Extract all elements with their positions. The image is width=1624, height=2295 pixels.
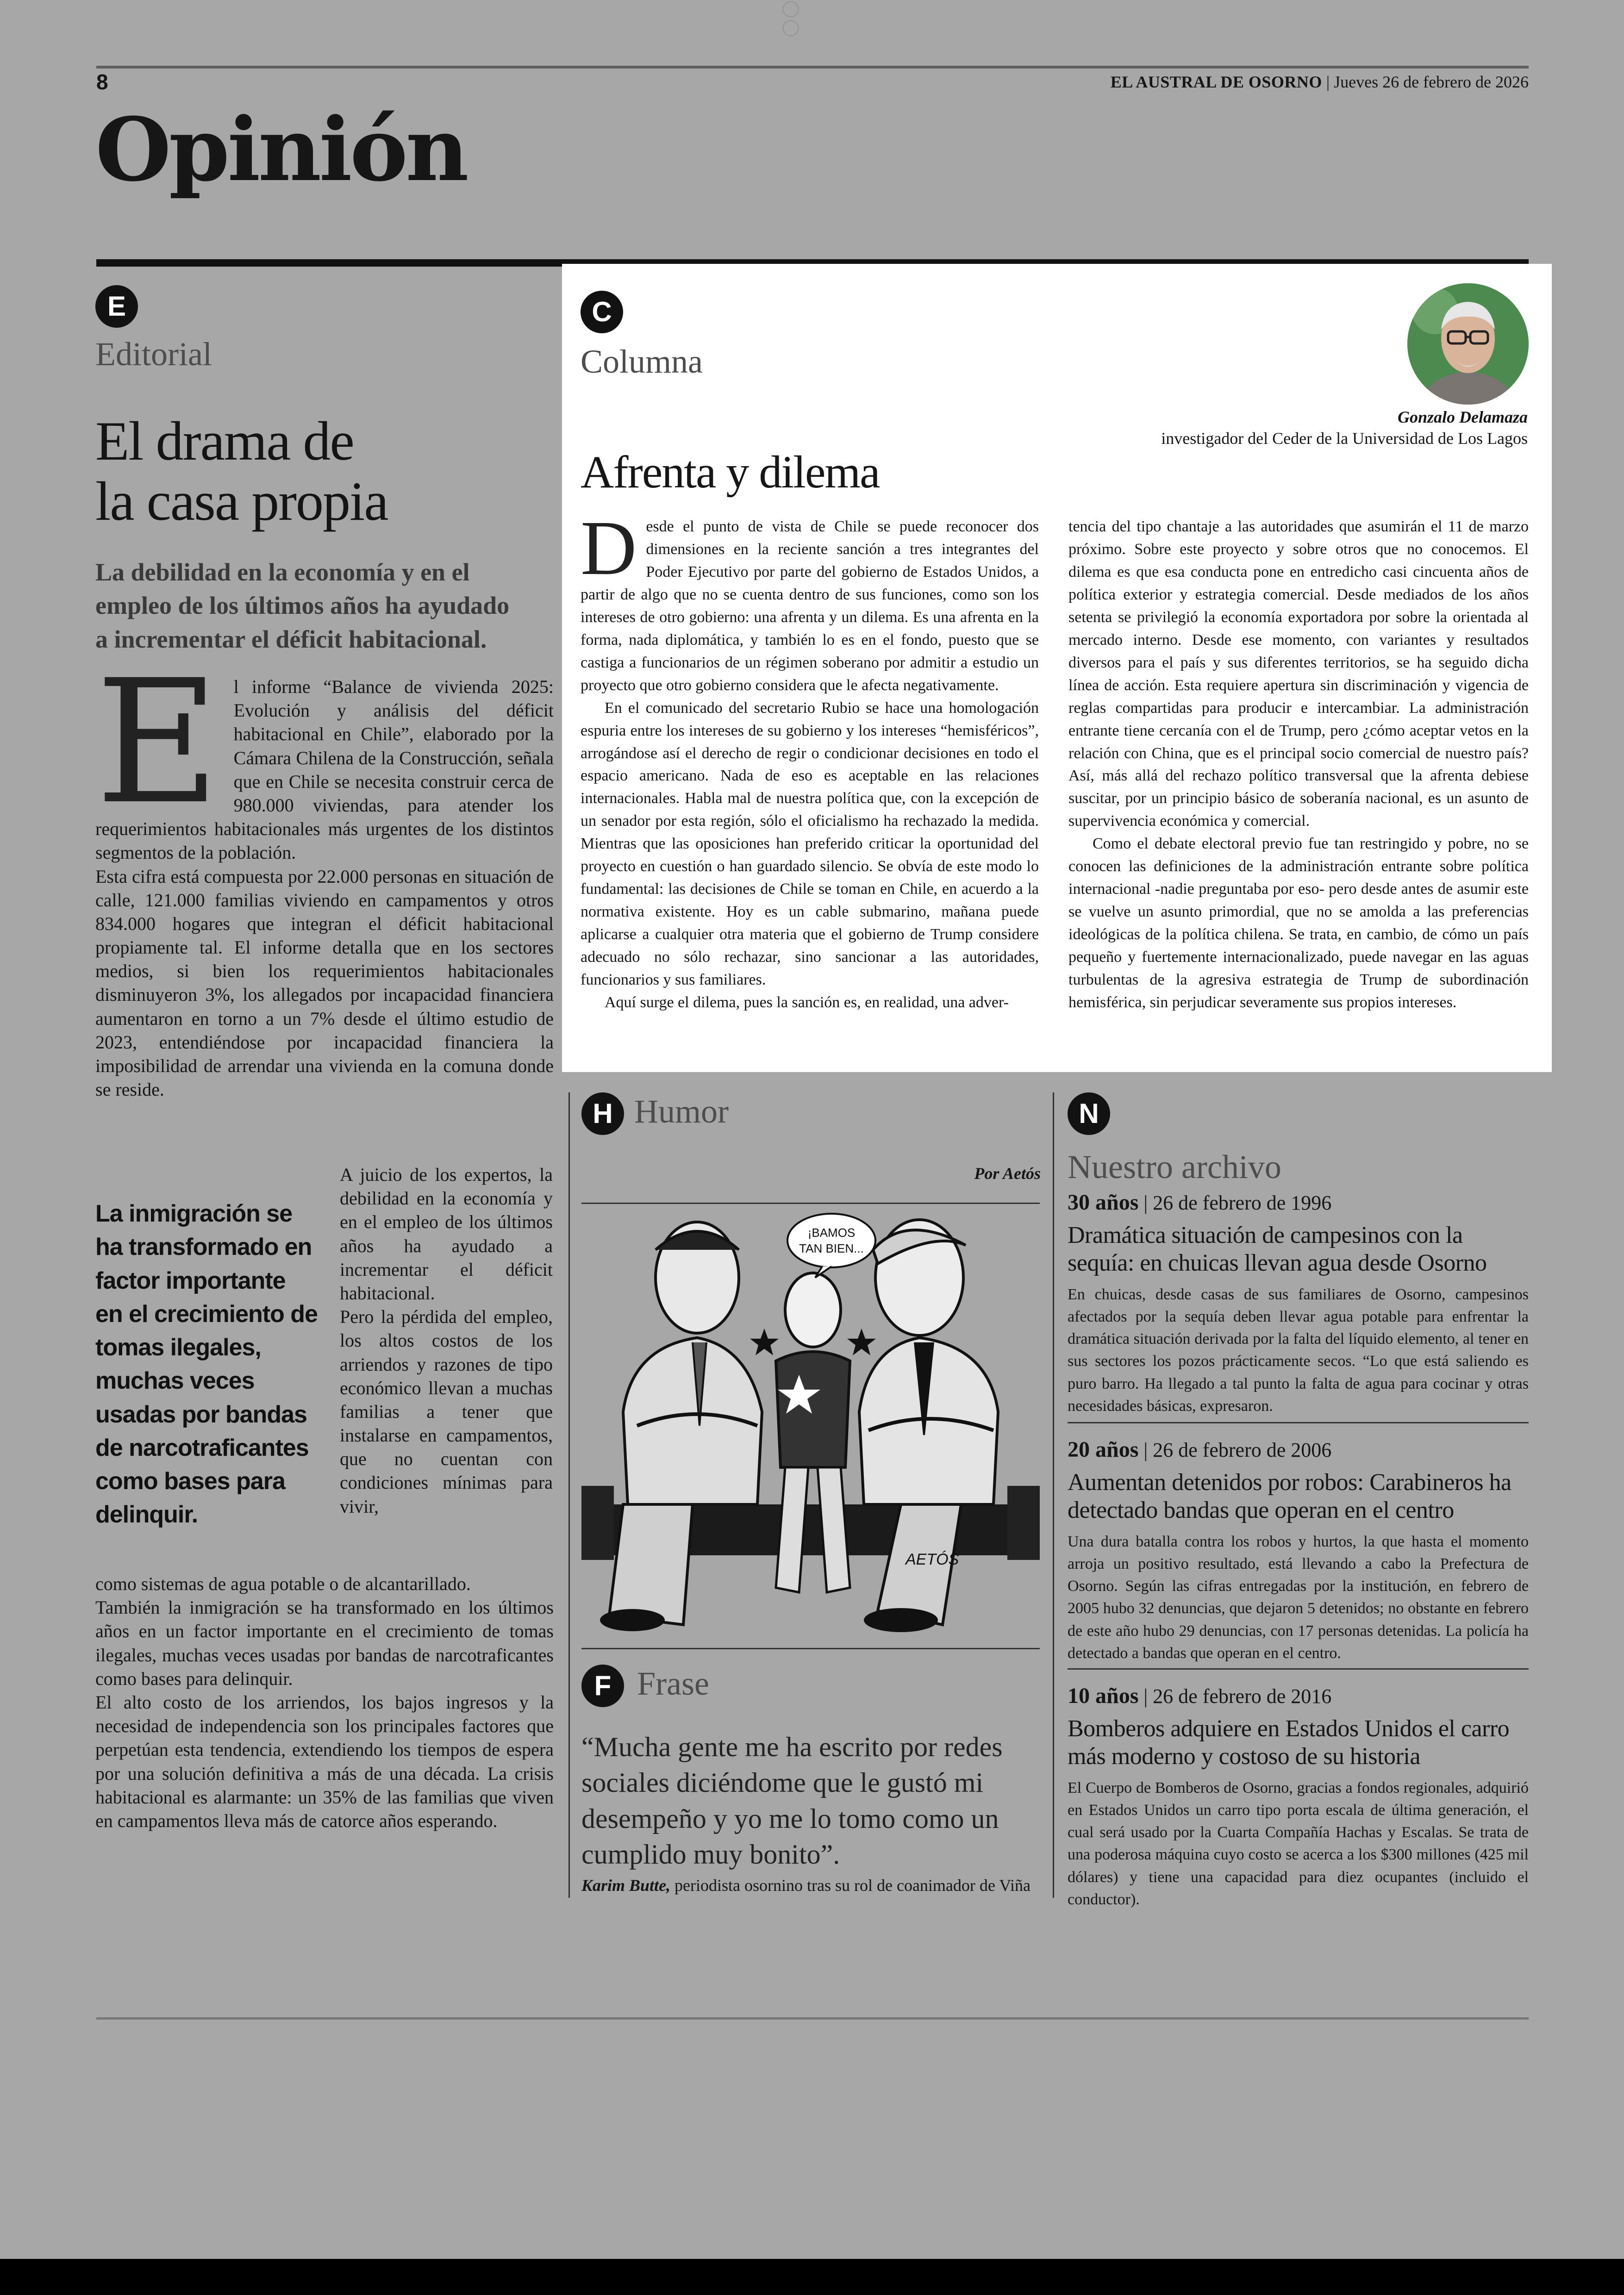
section-title: Opinión [95, 99, 467, 201]
archive-years: 30 años [1068, 1190, 1139, 1215]
frase-credit [581, 1876, 1031, 1895]
archive-date-line [1068, 1190, 1529, 1215]
archive-headline: Aumentan detenidos por robos: Carabineros ha detectado bandas que operan en el centro [1068, 1469, 1512, 1523]
cartoon-byline: Por Aetós [974, 1164, 1041, 1183]
editorial-headline-line1: El drama de [95, 410, 354, 472]
archive-item [1068, 1683, 1529, 1911]
editorial-body-bottom [95, 1572, 554, 1833]
humor-kicker: Humor [634, 1093, 729, 1130]
author-title: investigador del Ceder de la Universidad de Los Lagos [1161, 429, 1528, 448]
archive-date: | 26 de febrero de 2006 [1143, 1439, 1332, 1461]
column-paragraph: En el comunicado del secretario Rubio se hace una homologación espuria entre los intereses de su gobierno y los intereses “hemisféricos”, arrogándose así el derecho de regir o condicionar decisiones en todo el espacio americano. Nada de eso es aceptable en las relaciones internacionales. Habla mal de nuestra política que, con la excepción de un senador por esta región, sólo el oficialismo ha rechazado la medida. Mientras que las oposiciones han preferido criticar la oportunidad del proyecto en cuestión o han guardado silencio. Se obvía de este modo lo fundamental: las decisiones de Chile se toman en Chile, en acuerdo a la normativa existente. Hoy es un cable submarino, mañana puede aplicarse a cualquier otra materia que el gobierno de Trump considere adecuado no sólo rechazar, sino sancionar a las autoridades, funcionarios y sus familiares. [581, 699, 1039, 989]
archive-headline: Bomberos adquiere en Estados Unidos el carro más moderno y costoso de su historia [1068, 1715, 1510, 1770]
column-divider [568, 1092, 570, 1898]
archive-badge: N [1068, 1092, 1110, 1135]
frase-rule [581, 1648, 1040, 1649]
frase-credit-name: Karim Butte, [581, 1876, 671, 1895]
column-divider [1053, 1092, 1054, 1898]
header-rule [96, 66, 1529, 69]
column-paragraph: tencia del tipo chantaje a las autoridades que asumirán el 11 de marzo próximo. Sobre este proyecto y sobre otros que no conocemos. El dilema es que esa conducta pone en entredicho casi cincuenta años de política exterior y estrategia comercial. Desde mediados de los años setenta se privilegió la economía exportadora por sobre la orientada al mercado interno. Desde ese momento, con variantes y resultados diversos para el país y sus diferentes territorios, se ha seguido dicha línea de acción. Esta requiere apertura sin discriminación y vigencia de reglas compartidas para producir e intercambiar. La administración entrante tiene cercanía con el de Trump, pero ¿cómo aceptar vetos en la relación con China, que es el principal socio comercial de nuestro país? Así, más allá del rechazo político transversal que la afrenta debiese suscitar, por un principio básico de soberanía nacional, es un asunto de supervivencia económica y comercial. [1068, 518, 1529, 830]
humor-rule [581, 1203, 1040, 1204]
footer-rule [96, 2017, 1529, 2020]
page-number: 8 [96, 70, 108, 94]
frase-quote: “Mucha gente me ha escrito por redes sociales diciéndome que le gustó mi desempeño y yo me lo tomo como un cumplido muy bonito”. [581, 1732, 1003, 1870]
cartoon-signature: AETÓS [906, 1551, 959, 1568]
archive-date: | 26 de febrero de 1996 [1143, 1191, 1332, 1214]
archive-years: 20 años [1068, 1437, 1139, 1462]
cartoon-illustration-icon [581, 1208, 1040, 1643]
editorial-drop-cap: E [95, 643, 220, 842]
archive-date-line [1068, 1437, 1529, 1462]
editorial-badge: E [95, 285, 138, 328]
editorial-deck: La debilidad en la economía y en el empleo de los últimos años ha ayudado a incrementar el déficit habitacional. [95, 558, 510, 653]
archive-headline: Dramática situación de campesinos con la sequía: en chuicas llevan agua desde Osorno [1068, 1222, 1487, 1276]
prev-page-icon[interactable] [782, 1, 799, 18]
page-nav-controls[interactable] [782, 1, 824, 14]
column-kicker: Columna [581, 343, 703, 380]
editorial-paragraph: Esta cifra está compuesta por 22.000 personas en situación de calle, 121.000 familias viviendo en campamentos y otros 834.000 hogares que integran el déficit habitacional propiamente tal. El informe detalla que en los sectores medios, si bien los requerimientos habitacionales disminuyeron 3%, los allegados por incapacidad financiera aumentaron en torno a un 7% desde el último estudio de 2023, entendiéndose por incapacidad financiera la imposibilidad de arrendar una vivienda en la comuna donde se reside. [95, 866, 554, 1100]
editorial-paragraph: Pero la pérdida del empleo, los altos costos de los arriendos y razones de tipo económico llevan a muchas familias a tener que instalarse en campamentos, que no cuentan con condiciones mínimas para vivir, [340, 1306, 553, 1517]
archive-body: El Cuerpo de Bomberos de Osorno, gracias a fondos regionales, adquirió en Estados Unidos un carro tipo porta escala de última generación, el cual será usado por la Cuarta Compañía Hachas y Escalas. Se trata de una poderosa máquina cuyo costo se acerca a los $300 millones (425 mil dólares) y tiene una capacidad para diez ocupantes (incluido el conductor). [1068, 1779, 1529, 1908]
archive-kicker: Nuestro archivo [1068, 1148, 1281, 1185]
column-badge: C [581, 291, 623, 333]
editorial-paragraph: El alto costo de los arriendos, los bajos ingresos y la necesidad de independencia son los principales factores que perpetúan esta tendencia, extendiendo los tiempos de espera por una solución definitiva a más de una década. La crisis habitacional es alarmante: un 35% de las familias que viven en campamentos lleva más de catorce años esperando. [95, 1691, 554, 1831]
editorial-paragraph: l informe “Balance de vivienda 2025: Evolución y análisis del déficit habitacional en Chile”, elaborado por la Cámara Chilena de la Construcción, señala que en Chile se necesita construir cerca de 980.000 viviendas, para atender los requerimientos habitacionales más urgentes de los distintos segmentos de la población. [95, 676, 554, 863]
column-paragraph: Como el debate electoral previo fue tan restringido y pobre, no se conocen las definiciones de la administración entrante sobre política internacional -nadie preguntaba por eso- pero desde antes de asumir este se vuelve un asunto primordial, que no se amolda a las preferencias ideológicas de la política chilena. Se trata, en cambio, de cómo un país pequeño y fuertemente internacionalizado, puede navegar en las aguas turbulentas de la agresiva estrategia de Trump de subordinación hemisférica, sin perjudicar severamente sus propios intereses. [1068, 835, 1529, 1011]
dateline [1111, 72, 1529, 92]
column-left-text [581, 505, 1039, 1014]
editorial-body-top [95, 643, 554, 1101]
column-paragraph: Aquí surge el dilema, pues la sanción es, en realidad, una adver- [605, 994, 1009, 1011]
speech-line-2: TAN BIEN... [799, 1241, 864, 1255]
column-drop-cap: D [581, 505, 637, 591]
cartoon [581, 1208, 1040, 1643]
archive-rule [1068, 1668, 1529, 1670]
frase-credit-role: periodista osornino tras su rol de coanimador de Viña [670, 1876, 1031, 1895]
editorial-headline-line2: la casa propia [95, 470, 388, 532]
newspaper-name: EL AUSTRAL DE OSORNO [1110, 73, 1322, 91]
author-portrait-icon [1407, 283, 1529, 405]
issue-date: Jueves 26 de febrero de 2026 [1334, 73, 1529, 91]
editorial-paragraph: También la inmigración se ha transformado en los últimos años en un factor importante en el crecimiento de tomas ilegales, muchas veces usadas por bandas de narcotraficantes como bases para delinquir. [95, 1597, 554, 1689]
speech-line-1: ¡BAMOS [807, 1226, 856, 1240]
archive-date-line [1068, 1683, 1529, 1709]
author-avatar [1407, 283, 1529, 405]
editorial-headline [95, 411, 558, 531]
archive-item [1068, 1190, 1529, 1417]
archive-rule [1068, 1422, 1529, 1423]
editorial-body-narrow [340, 1163, 553, 1518]
column-headline: Afrenta y dilema [581, 446, 880, 498]
editorial-paragraph: A juicio de los expertos, la debilidad en la economía y en el empleo de los últimos años ha ayudado a incrementar el déficit habitacional. [340, 1164, 553, 1303]
archive-item [1068, 1437, 1529, 1665]
next-page-icon[interactable] [782, 20, 799, 37]
dateline-separator: | [1326, 73, 1330, 91]
archive-date: | 26 de febrero de 2016 [1143, 1685, 1332, 1708]
archive-body: Una dura batalla contra los robos y hurtos, la que hasta el momento arroja un positivo resultado, está llevando a cabo la Prefectura de Osorno. Según las cifras entregadas por la institución, en febrero de 2005 hubo 32 denuncias, que dejaron 5 detenidos; no obstante en febrero de este año hubo 29 denuncias, con 17 personas detenidas. La policía ha detectado a bandas que operan en el centro. [1068, 1533, 1529, 1662]
author-name: Gonzalo Delamaza [1397, 408, 1528, 426]
archive-years: 10 años [1068, 1684, 1139, 1708]
column-right-text [1068, 516, 1529, 1014]
editorial-kicker: Editorial [95, 336, 212, 373]
frase-kicker: Frase [637, 1665, 709, 1702]
archive-body: En chuicas, desde casas de sus familiares de Osorno, campesinos afectados por la sequía deben llevar agua potable para enfrentar la dramática situación derivada por la falta del líquido elemento, al tener en sus sectores los pozos prácticamente secos. “Lo que está saliendo es puro barro. Ha llegado a tal punto la falta de agua para cocinar y otras necesidades básicas, expresaron. [1068, 1285, 1529, 1415]
column-paragraph: esde el punto de vista de Chile se puede reconocer dos dimensiones en la reciente sanción a tres integrantes del Poder Ejecutivo por parte del gobierno de Estados Unidos, a partir de algo que no se cuenta dentro de sus funciones, como son los intereses de otro gobierno: una afrenta y un dilema. Es una afrenta en la forma, nada diplomática, y también lo es en el fondo, puesto que se castiga a funcionarios de un régimen soberano por admitir a estudio un proyecto que otro gobierno considera que le afecta negativamente. [581, 518, 1039, 694]
viewer-bottom-bar [0, 2259, 1624, 2295]
humor-badge: H [581, 1092, 624, 1135]
editorial-pullquote: La inmigración se ha transformado en factor importante en el crecimiento de tomas ilegales, muchas veces usadas por bandas de narcotraficantes como bases para delinquir. [95, 1200, 318, 1528]
frase-badge: F [581, 1665, 624, 1707]
editorial-paragraph: como sistemas de agua potable o de alcantarillado. [95, 1573, 471, 1594]
